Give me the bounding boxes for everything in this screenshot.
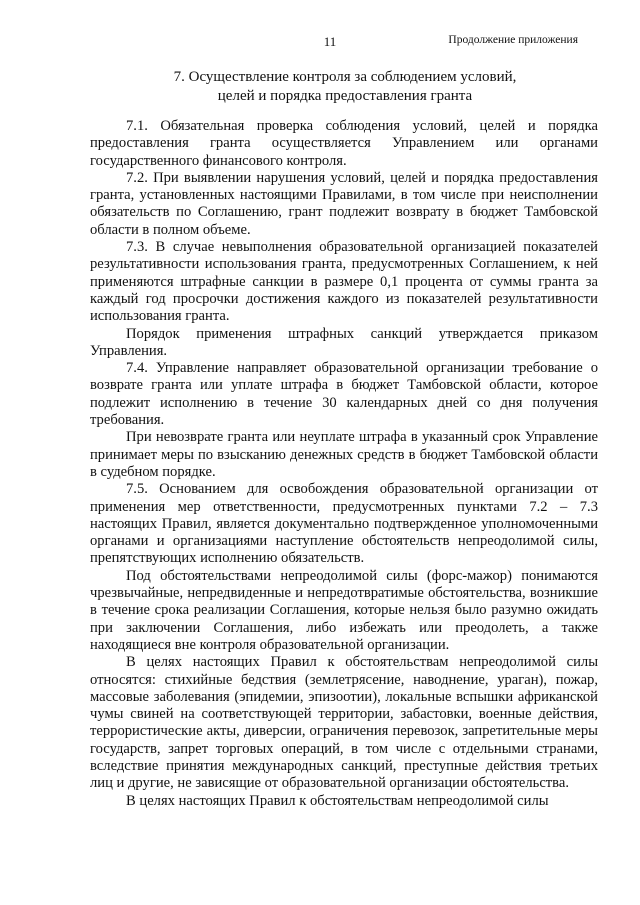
paragraph-force-majeure-list: В целях настоящих Правил к обстоятельствам непреодолимой силы относятся: стихийные бедствия (землетрясение, наводнение, ураган), пожар, массовые заболевания (эпидемии, эпизоотии), локальные вспышки африканской чумы свиней на соответствующей территории, забастовки, военные действия, террористические акты, диверсии, ограничения перевозок, запретительные меры государств, запрет торговых операций, в том числе с отдельными странами, вследствие принятия международных санкций, преступные действия третьих лиц и другие, не зависящие от образовательной организации обстоятельства.: [90, 654, 598, 792]
paragraph-non-return: При невозврате гранта или неуплате штрафа в указанный срок Управление принимает меры по взысканию денежных средств в бюджет Тамбовской области в судебном порядке.: [90, 429, 598, 480]
paragraph-penalty-procedure: Порядок применения штрафных санкций утверждается приказом Управления.: [90, 325, 598, 359]
section-title-line-1: 7. Осуществление контроля за соблюдением условий,: [173, 69, 517, 85]
section-title: [90, 68, 600, 106]
paragraph-7-1: 7.1. Обязательная проверка соблюдения условий, целей и порядка предоставления гранта осуществляется Управлением или органами государственного финансового контроля.: [90, 118, 598, 169]
paragraph-7-2: 7.2. При выявлении нарушения условий, целей и порядка предоставления гранта, установленных настоящими Правилами, в том числе при неисполнении обязательств по Соглашению, грант подлежит возврату в бюджет Тамбовской области в полном объеме.: [90, 169, 598, 238]
body-text: [90, 118, 598, 810]
paragraph-7-3: 7.3. В случае невыполнения образовательной организацией показателей результативности использования гранта, предусмотренных Соглашением, к ней применяются штрафные санкции в размере 0,1 процента от суммы гранта за каждый год просрочки достижения каждого из показателей результативности использования гранта.: [90, 239, 598, 325]
continuation-label: Продолжение приложения: [448, 34, 578, 46]
paragraph-7-5: 7.5. Основанием для освобождения образовательной организации от применения мер ответственности, предусмотренных пунктами 7.2 – 7.3 настоящих Правил, является документально подтвержденное уполномоченными органами и организациями наступление обстоятельств непреодолимой силы, препятствующих исполнению обязательств.: [90, 481, 598, 567]
paragraph-force-majeure-definition: Под обстоятельствами непреодолимой силы (форс-мажор) понимаются чрезвычайные, непредвиденные и непредотвратимые обстоятельства, возникшие в течение срока реализации Соглашения, которые нельзя было разумно ожидать при заключении Соглашения, либо избежать или преодолеть, а также находящиеся вне контроля образовательной организации.: [90, 567, 598, 653]
paragraph-force-majeure-continued: В целях настоящих Правил к обстоятельствам непреодолимой силы: [126, 792, 549, 809]
paragraph-7-4: 7.4. Управление направляет образовательной организации требование о возврате гранта или уплате штрафа в бюджет Тамбовской области, которое подлежит исполнению в течение 30 календарных дней со дня получения требования.: [90, 360, 598, 429]
page-number: 11: [323, 34, 337, 49]
section-title-line-2: целей и порядка предоставления гранта: [217, 88, 473, 104]
